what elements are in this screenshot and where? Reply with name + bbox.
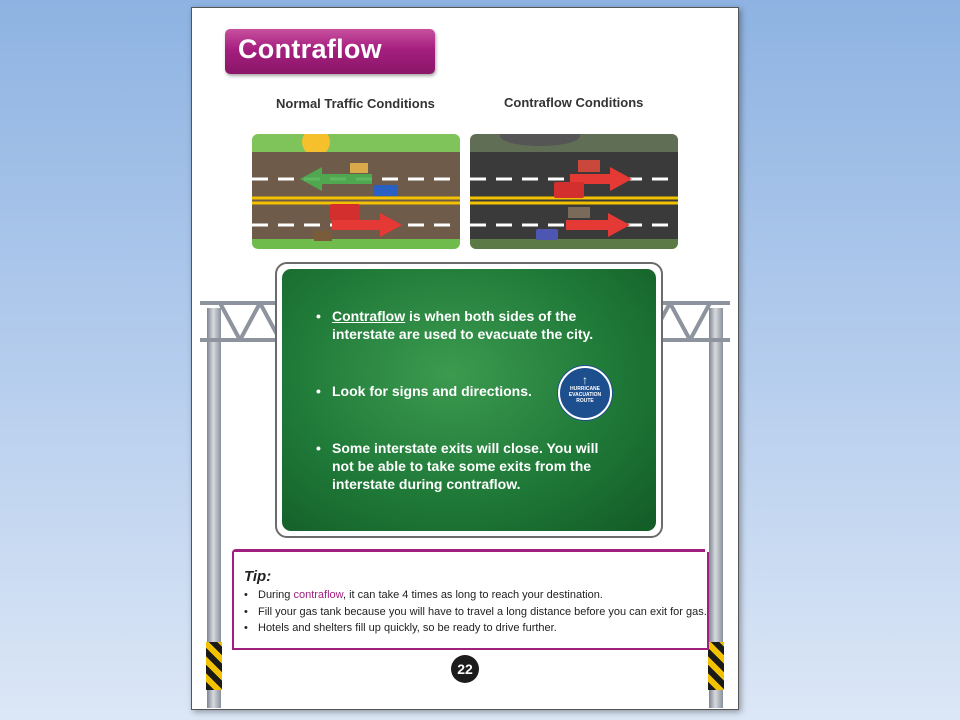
up-arrow-icon: ↑ [582,373,588,387]
hazard-stripes-left [206,642,222,690]
title-banner [225,29,435,74]
tip-heading: Tip: [244,568,272,585]
hurricane-evacuation-route-badge: ↑ HURRICANE EVACUATION ROUTE [558,366,612,420]
contraflow-label: Contraflow Conditions [504,95,644,110]
tip-line-2: • Fill your gas tank because you will have to travel a long distance before you can exit for gas. [244,606,707,618]
sign-bullet-1: • Contraflow is when both sides of the interstate are used to evacuate the city. [316,308,594,342]
hazard-stripes-right [708,642,724,690]
normal-traffic-label: Normal Traffic Conditions [276,96,435,111]
sign-bullet-2: • Look for signs and directions. [316,383,532,399]
tip-line-3: • Hotels and shelters fill up quickly, so be ready to drive further. [244,622,557,634]
contraflow-highlight: contraflow [293,589,343,601]
contraflow-term: Contraflow [332,308,406,324]
normal-traffic-illustration [252,134,460,249]
page-title: Contraflow [238,34,382,64]
tip-box [232,552,709,650]
page-number: 22 [451,655,479,683]
tip-line-1: • During contraflow, it can take 4 times as long to reach your destination. [244,589,603,601]
sign-bullet-3: • Some interstate exits will close. You will not be able to take some exits from the interstate during contraflow. [316,440,599,492]
contraflow-illustration [470,134,678,249]
handbook-page [191,7,739,710]
